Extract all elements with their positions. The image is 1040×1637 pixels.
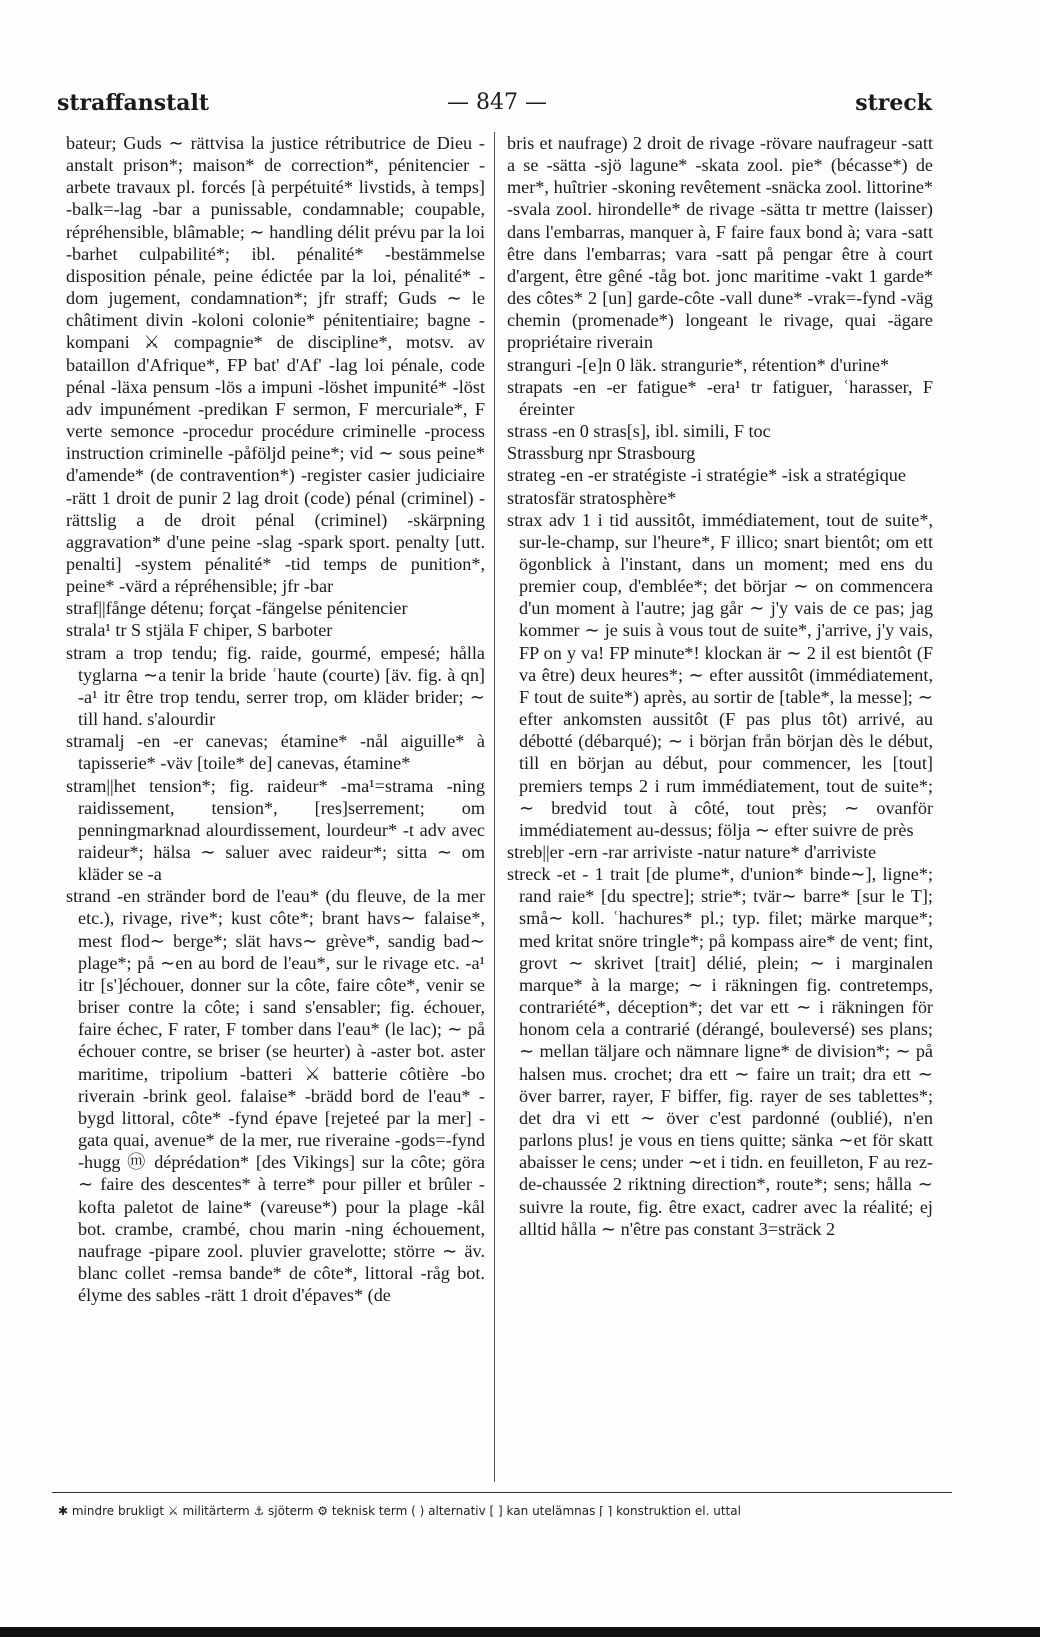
entry-streck: streck -et - 1 trait [de plume*, d'union* binde∼], ligne*; rand raie* [du spectre]; strie*; tvär∼ barre* [sur le T]; små∼ koll. ʿhachures* pl.; typ. filet; märke marque*; med kritat snöre tringle*; på kompass aire* de vent; fint, grovt ∼ skrivet [trait] délié, plein; ∼ i marginalen marque* à la marge; ∼ i räkningen fig. contretemps, contrariété*, déception*; det var ett ∼ i räkningen för honom cela a contrarié (dérangé, bouleversé) ses plans; ∼ mellan täljare och nämnare ligne* de division*; ∼ på halsen mus. crochet; dra ett ∼ faire un trait; dra ett ∼ över barrer, rayer, F biffer, fig. rayer de ses tablettes*; det dra vi ett ∼ över c'est pardonné (oublié), n'en parlons plus! je vous en tiens quitte; sänka ∼et för skatt abaisser le cens; under ∼et i tidn. en feuilleton, F au rez-de-chaussée 2 riktning direction*, route*; sens; hålla ∼ suivre la route, fig. être exact, cadrer avec la réalité; ej alltid hålla ∼ n'être pas constant 3=sträck 2 (507, 864, 933, 1239)
entry-strax: strax adv 1 i tid aussitôt, immédiatement, tout de suite*, sur-le-champ, sur l'heure*, F illico; snart bientôt; om ett ögonblick à l'instant, dans un moment; med ens du premier coup, d'emblée*; det börjar ∼ on commencera d'un moment à l'autre; jag går ∼ j'y vais de ce pas; jag kommer ∼ je suis à vous tout de suite*, j'arrive, j'y vais, FP on y va! FP minute*! klockan är ∼ 2 il est bientôt (F va être) deux heures*; ∼ efter aussitôt (immédiatement, F tout de suite*) après, au sortir de [table*, la messe]; ∼ efter ankomsten aussitôt (F pas plus tôt) arrivé, au débotté (débarqué); ∼ i början från början dès le début, till en början au début, pour commencer, les [tout] premiers temps 2 i rum immédiatement, tout de suite*; ∼ bredvid tout à côté, tout près; ∼ ovanför immédiatement au-dessus; följa ∼ efter suivre de près (507, 509, 933, 840)
entry-stranguri: stranguri -[e]n 0 läk. strangurie*, rétention* d'urine* (507, 354, 890, 375)
entry-strand-continued: bris et naufrage) 2 droit de rivage -rövare naufrageur -satt a se -sätta -sjö lagune* -skata zool. pie* (bécasse*) de mer*, huîtrier -skoning revêtement -snäcka zool. littorine* -svala zool. hirondelle* de rivage -sätta tr mettre (laisser) dans l'embarras, manquer à, F faire faux bond à; vara -satt être dans l'embarras; vara -satt på pengar être à court d'argent, être gêné -tåg bot. jonc maritime -vakt 1 garde* des côtes* 2 [un] garde-côte -vall dune* -vrak=-fynd -väg chemin (promenade*) longeant le rivage, quai -ägare propriétaire riverain (507, 133, 933, 353)
left-column (66, 132, 485, 1306)
right-column (507, 132, 933, 1240)
entry-straff-continued: bateur; Guds ∼ rättvisa la justice rétributrice de Dieu -anstalt prison*; maison* de correction*, pénitencier -arbete travaux pl. forcés [à perpétuité* livstids, à temps] -balk=-lag -bar a punissable, condamnable; coupable, répréhensible, blâmable; ∼ handling délit prévu par la loi -barhet culpabilité*; ibl. pénalité* -bestämmelse disposition pénale, peine édictée par la loi, pénalité* -dom jugement, condamnation*; jfr straff; Guds ∼ le châtiment divin -koloni colonie* pénitentiaire; bagne -kompani ⚔ compagnie* de discipline*, motsv. av bataillon d'Afrique*, FP bat' d'Af' -lag loi pénale, code pénal -läxa pensum -lös a impuni -löshet impunité* -löst adv impunément -predikan F sermon, F mercuriale*, F verte semonce -procedur procédure criminelle -process instruction criminelle -påföljd peine*; vid ∼ sous peine* d'amende* (de contravention*) -register casier judiciaire -rätt 1 droit de punir 2 lag droit (code) pénal (criminel) -rättslig a de droit pénal (criminel) -skärpning aggravation* d'une peine -slag -spark sport. penalty [utt. penalti] -system pénalité* -tid temps de punition*, peine* -värd a répréhensible; jfr -bar (66, 133, 485, 597)
entry-stramhet: stram||het tension*; fig. raideur* -ma¹=strama -ning raidissement, tension*, [res]serrement; om penningmarknad alourdissement, lourdeur* -t adv avec raideur*; hälsa ∼ saluer avec raideur*; sitta ∼ om kläder se -a (66, 775, 485, 885)
entry-stramalj: stramalj -en -er canevas; étamine* -nål aiguille* à tapisserie* -väv [toile* de] canevas, étamine* (66, 731, 485, 774)
entry-strala: strala¹ tr S stjäla F chiper, S barboter (66, 620, 333, 641)
entry-stratosfar: stratosfär stratosphère* (507, 487, 677, 508)
entry-stram: stram a trop tendu; fig. raide, gourmé, empesé; hålla tyglarna ∼a tenir la bride ʿhaute (courte) [äv. fig. à qn] -a¹ itr être trop tendu, serrer trop, om kläder brider; ∼ till hand. s'alourdir (66, 642, 485, 730)
entry-strateg: strateg -en -er stratégiste -i stratégie* -isk a stratégique (507, 465, 906, 486)
entry-strassburg: Strassburg npr Strasbourg (507, 443, 696, 464)
running-head-left: straffanstalt (57, 90, 210, 116)
entry-streber: streb||er -ern -rar arriviste -natur nature* d'arriviste (507, 842, 877, 862)
entry-strand: strand -en stränder bord de l'eau* (du fleuve, de la mer etc.), rivage, rive*; kust côte*; brant havs∼ falaise*, mest flod∼ berge*; slät havs∼ grève*, sandig bad∼ plage*; på ∼en au bord de l'eau*, sur le rivage etc. -a¹ itr [s']échouer, donner sur la côte, faire côte*, venir se briser contre la côte; i sand s'ensabler; fig. échouer, faire échec, F rater, F tomber dans l'eau* (le lac); ∼ på échouer contre, se briser (se heurter) à -aster bot. aster maritime, tripolium -batteri ⚔ batterie côtière -bo riverain -brink geol. falaise* -brädd bord de l'eau* -bygd littoral, côte* -fynd épave [rejeteé par la mer] -gata quai, avenue* de la mer, rue riveraine -gods=-fynd -hugg ⓜ déprédation* [des Vikings] sur la côte; göra ∼ faire des descentes* à terre* pour piller et brûler -kofta paletot de laine* (vareuse*) pour la plage -kål bot. crambe, crambé, chou marin -ning échouement, naufrage -pipare zool. pluvier gravelotte; större ∼ äv. blanc collet -remsa bande* de côte*, littoral -råg bot. élyme des sables -rätt 1 droit d'épaves* (de (66, 886, 485, 1306)
abbreviation-legend: ✱ mindre brukligt ⚔ militärterm ⚓ sjöterm ⚙ teknisk term ( ) alternativ [ ] kan utelämnas ⌈ ⌉ konstruktion el. uttal (58, 1504, 741, 1518)
entry-strass: strass -en 0 stras[s], ibl. simili, F toc (507, 421, 771, 442)
entry-strapats: strapats -en -er fatigue* -era¹ tr fatiguer, ʿharasser, F éreinter (507, 376, 933, 419)
entry-straffange: straf||fånge détenu; forçat -fängelse pénitencier (66, 598, 408, 619)
scan-edge (0, 1627, 1040, 1637)
running-head-right: streck (855, 90, 932, 116)
footer-rule (52, 1492, 952, 1493)
page-number: — 847 — (447, 90, 547, 115)
column-divider (494, 132, 495, 1482)
